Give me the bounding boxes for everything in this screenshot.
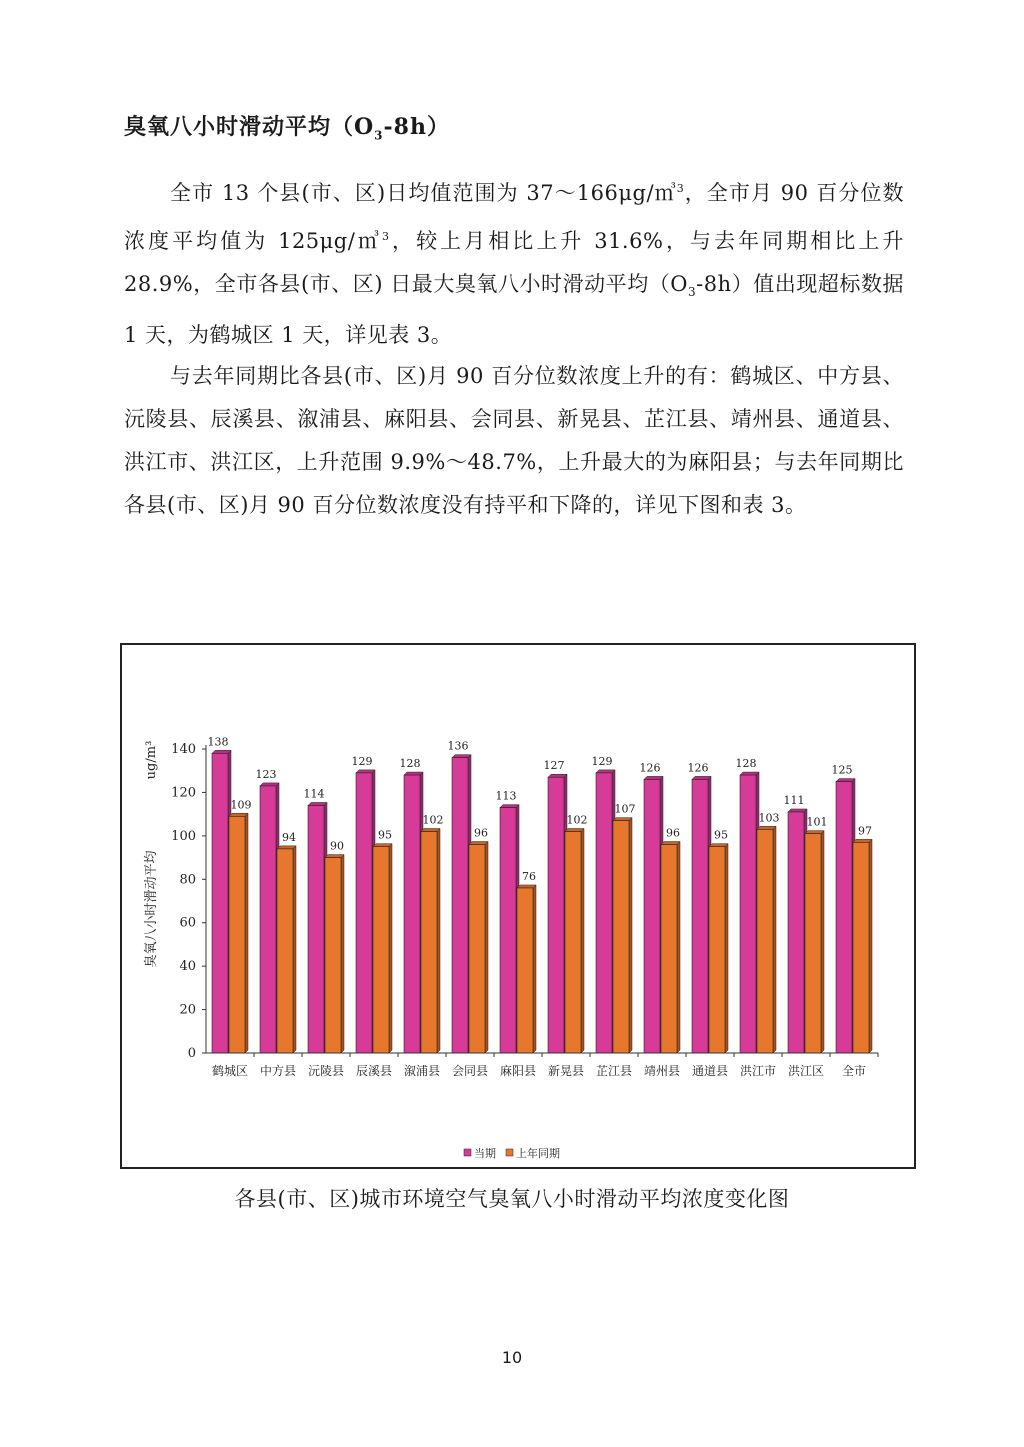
bar-top-current (596, 770, 615, 773)
bar-top-last-year (517, 885, 536, 888)
figure-caption: 各县(市、区)城市环境空气臭氧八小时滑动平均浓度变化图 (234, 1187, 790, 1211)
bar-top-current (500, 805, 519, 808)
data-label: 109 (230, 798, 252, 812)
bar-last-year (613, 821, 629, 1053)
data-label: 94 (282, 830, 296, 844)
x-category-label: 麻阳县 (499, 1064, 537, 1078)
bar-top-current (836, 779, 855, 782)
y-tick-label: 20 (179, 1002, 196, 1018)
bar-top-current (692, 776, 711, 779)
bar-top-last-year (229, 813, 248, 816)
bar-top-current (404, 772, 423, 775)
section-heading: 臭氧八小时滑动平均$(O_3-8h)$ (124, 114, 450, 143)
data-label: 96 (666, 826, 680, 840)
data-label: 114 (303, 787, 325, 801)
data-label: 126 (639, 761, 661, 775)
bar-top-current (740, 772, 759, 775)
bar-last-year (661, 845, 677, 1053)
paragraph-summary: 全市 13 个县(市、区)日均值范围为 37～166μg/㎥$^3$，全市月 90 百分位数浓度平均值为 125μg/㎥$^3$，较上月相比上升 31.6%，与去年同期相比上升 28.9%，全市各县(市、区) 日最大臭氧八小时滑动平均$(O_3-8h)$值出现超标数据 1 天，为鹤城区 1 天，详见表 3。 (124, 181, 904, 348)
bar-top-last-year (805, 831, 824, 834)
x-category-label: 芷江县 (595, 1064, 633, 1078)
data-label: 95 (714, 828, 728, 842)
x-category-label: 全市 (841, 1064, 867, 1078)
bar-current (308, 805, 324, 1053)
data-label: 95 (378, 828, 392, 842)
bar-last-year (469, 845, 485, 1053)
x-category-label: 洪江市 (739, 1064, 777, 1078)
data-label: 103 (758, 811, 780, 825)
y-tick-label: 80 (179, 872, 196, 888)
bar-last-year (421, 832, 437, 1053)
bar-side-last-year (821, 831, 824, 1053)
y-tick-label: 120 (171, 785, 196, 801)
bar-top-last-year (325, 855, 344, 858)
bar-side-last-year (773, 826, 776, 1053)
data-label: 128 (399, 757, 421, 771)
bar-top-last-year (421, 829, 440, 832)
bar-side-last-year (389, 844, 392, 1053)
bar-top-current (212, 750, 231, 753)
y-tick-label: 40 (179, 959, 196, 975)
bar-current (500, 808, 516, 1053)
bar-top-current (548, 774, 567, 777)
data-label: 76 (522, 869, 536, 883)
data-label: 102 (422, 813, 444, 827)
bar-side-last-year (245, 813, 248, 1053)
bar-current (260, 786, 276, 1053)
bar-top-last-year (853, 839, 872, 842)
bar-side-last-year (341, 855, 344, 1053)
bar-current (596, 773, 612, 1053)
x-category-label: 沅陵县 (307, 1064, 345, 1078)
x-category-label: 会同县 (451, 1064, 489, 1078)
bar-current (548, 777, 564, 1053)
bar-top-current (788, 809, 807, 812)
bar-current (740, 775, 756, 1053)
bar-top-current (644, 776, 663, 779)
bar-top-last-year (469, 842, 488, 845)
bar-top-last-year (757, 826, 776, 829)
data-label: 97 (858, 824, 872, 838)
data-label: 128 (735, 757, 757, 771)
bar-last-year (277, 849, 293, 1053)
data-label: 111 (783, 793, 805, 807)
bar-top-current (260, 783, 279, 786)
bar-last-year (325, 858, 341, 1053)
x-category-label: 中方县 (259, 1064, 297, 1078)
data-label: 138 (207, 735, 229, 749)
bar-last-year (709, 847, 725, 1053)
data-label: 90 (330, 839, 344, 853)
y-tick-label: 60 (179, 915, 196, 931)
bar-top-last-year (661, 842, 680, 845)
bar-last-year (757, 829, 773, 1053)
x-category-label: 通道县 (691, 1064, 729, 1078)
data-label: 129 (351, 754, 373, 768)
data-label: 136 (447, 739, 469, 753)
bar-top-last-year (613, 818, 632, 821)
bar-top-last-year (373, 844, 392, 847)
bar-side-last-year (677, 842, 680, 1053)
y-axis-title: 臭氧八小时滑动平均 (144, 850, 159, 968)
bar-side-last-year (725, 844, 728, 1053)
bar-last-year (517, 888, 533, 1053)
bar-current (644, 779, 660, 1053)
x-category-label: 靖州县 (643, 1064, 681, 1078)
x-category-label: 鹤城区 (211, 1064, 249, 1078)
bar-last-year (229, 816, 245, 1053)
data-label: 129 (591, 754, 613, 768)
legend-label: 当期 (474, 1147, 496, 1160)
paragraph-comparison: 与去年同期比各县(市、区)月 90 百分位数浓度上升的有：鹤城区、中方县、沅陵县、辰溪县、溆浦县、麻阳县、会同县、新晃县、芷江县、靖州县、通道县、洪江市、洪江区，上升范围 9.9%～48.7%，上升最大的为麻阳县；与去年同期比各县(市、区)月 90 百分位数浓度没有持平和下降的，详见下图和表 3。 (124, 364, 904, 517)
bar-current (404, 775, 420, 1053)
x-category-label: 溆浦县 (403, 1064, 441, 1078)
y-tick-label: 100 (171, 828, 196, 844)
bar-last-year (853, 842, 869, 1053)
y-axis-unit: ug/m³ (144, 740, 159, 780)
data-label: 113 (495, 789, 517, 803)
data-label: 96 (474, 826, 488, 840)
bar-current (836, 782, 852, 1053)
legend-swatch (464, 1149, 471, 1156)
bar-side-last-year (293, 846, 296, 1053)
data-label: 123 (255, 767, 277, 781)
data-label: 127 (543, 759, 565, 773)
bar-current (692, 779, 708, 1053)
bar-side-last-year (581, 829, 584, 1053)
bar-side-last-year (869, 839, 872, 1053)
bar-side-last-year (437, 829, 440, 1053)
bar-top-current (308, 802, 327, 805)
bar-side-last-year (629, 818, 632, 1053)
bar-top-last-year (565, 829, 584, 832)
bar-top-last-year (277, 846, 296, 849)
bar-side-last-year (533, 885, 536, 1053)
legend-swatch (506, 1149, 513, 1156)
bar-last-year (373, 847, 389, 1053)
bar-top-current (452, 755, 471, 758)
bar-current (356, 773, 372, 1053)
data-label: 107 (614, 802, 636, 816)
legend-label: 上年同期 (516, 1147, 560, 1160)
data-label: 102 (566, 813, 588, 827)
bar-current (212, 753, 228, 1053)
data-label: 125 (831, 763, 853, 777)
data-label: 126 (687, 761, 709, 775)
y-tick-label: 0 (187, 1046, 196, 1061)
bar-top-current (356, 770, 375, 773)
bar-top-last-year (709, 844, 728, 847)
bar-side-last-year (485, 842, 488, 1053)
data-label: 101 (806, 815, 828, 829)
x-category-label: 洪江区 (787, 1064, 825, 1078)
bar-current (452, 758, 468, 1053)
ozone-chart (120, 643, 916, 1169)
y-tick-label: 140 (171, 742, 196, 757)
page-number: 10 (501, 1348, 523, 1367)
bar-current (788, 812, 804, 1053)
bar-last-year (805, 834, 821, 1053)
bar-last-year (565, 832, 581, 1053)
x-category-label: 新晃县 (547, 1064, 585, 1078)
bar-chart-svg (122, 645, 918, 1171)
x-category-label: 辰溪县 (355, 1064, 393, 1078)
